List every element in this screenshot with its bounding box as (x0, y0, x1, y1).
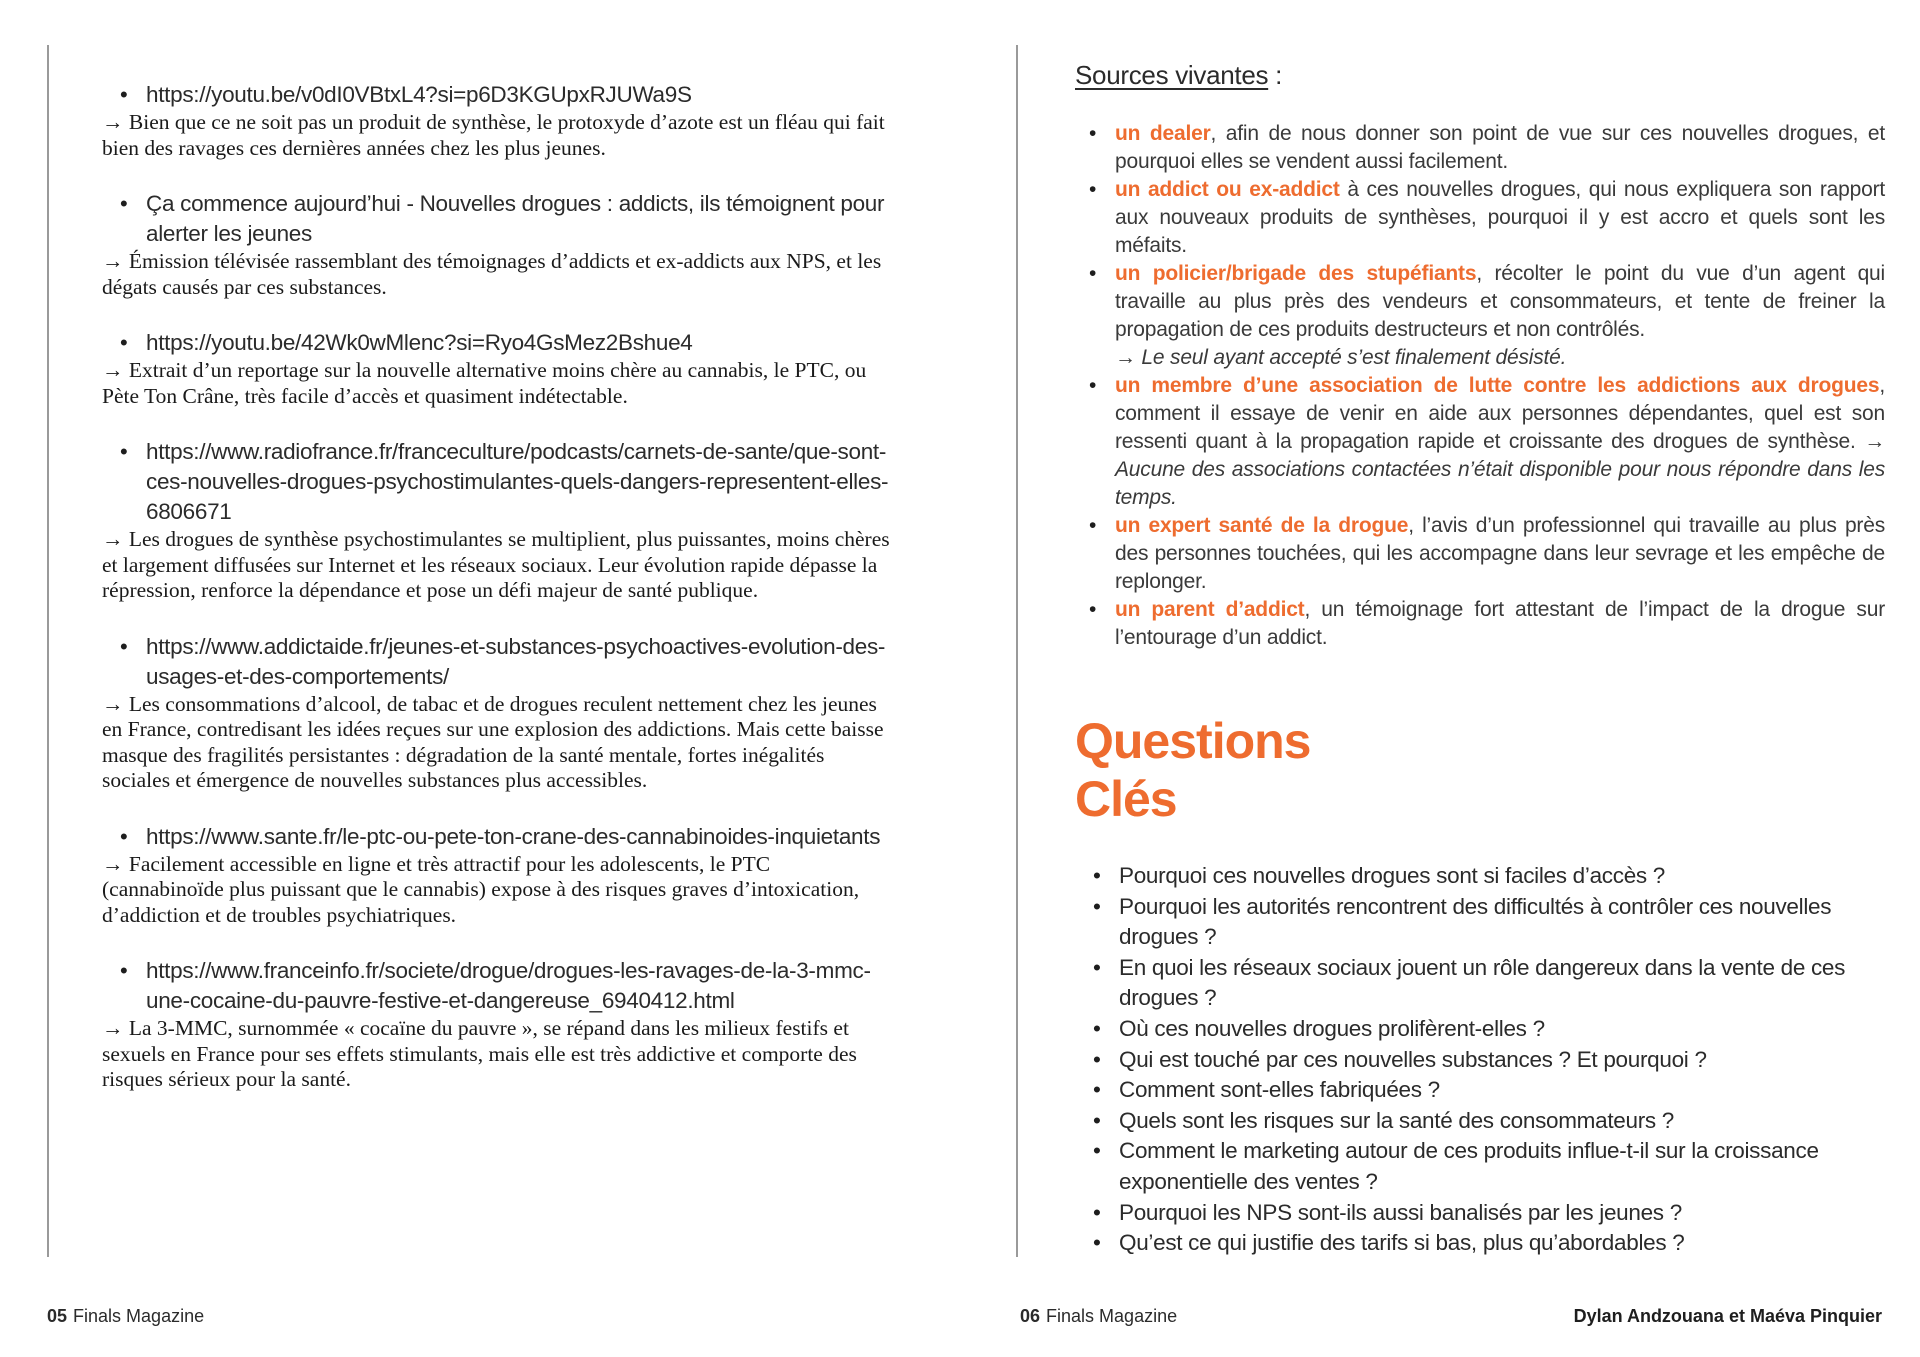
question-item: • Comment le marketing autour de ces produits influe-t-il sur la croissance exponentielle des ventes ? (1119, 1136, 1879, 1197)
question-item: • Pourquoi les NPS sont-ils aussi banalisés par les jeunes ? (1119, 1198, 1879, 1229)
page-number: 05 (47, 1306, 68, 1326)
left-page-rule (47, 45, 49, 1257)
living-source-note: → Le seul ayant accepté s’est finalement désisté. (1115, 346, 1567, 369)
source-description: → Facilement accessible en ligne et très attractif pour les adolescents, le PTC (cannabinoïde plus puissant que le cannabis) expose à des risques graves d’intoxication, d’addiction et de troubles psychiatriques. (102, 851, 860, 927)
living-source-item (1115, 260, 1885, 372)
living-source-item (1115, 120, 1885, 176)
questions-list (1075, 861, 1879, 1259)
question-item: • En quoi les réseaux sociaux jouent un rôle dangereux dans la vente de ces drogues ? (1119, 953, 1879, 1014)
source-link[interactable]: • https://www.addictaide.fr/jeunes-et-substances-psychoactives-evolution-des-usages-et-des-comportements/ (146, 632, 892, 692)
living-source-text: , comment il essaye de venir en aide aux personnes dépendantes, quel est son ressenti quant à la propagation rapide et croissante des drogues de synthèse. (1115, 374, 1885, 453)
living-source-role: un parent d’addict (1115, 598, 1305, 621)
source-link[interactable]: • https://youtu.be/v0dI0VBtxL4?si=p6D3KGUpxRJUWa9S (146, 80, 892, 110)
living-source-role: un membre d’une association de lutte contre les addictions aux drogues (1115, 374, 1880, 397)
living-source-role: un policier/brigade des stupéfiants (1115, 262, 1477, 285)
source-description: → Les drogues de synthèse psychostimulantes se multiplient, plus puissantes, moins chères et largement diffusées sur Internet et les réseaux sociaux. Leur évolution rapide dépasse la répression, renforce la dépendance et pose un défi majeur de santé publique. (102, 527, 890, 602)
living-source-text: , l’avis d’un professionnel qui travaille au plus près des personnes touchées, qui les accompagne dans leur sevrage et les empêche de replonger. (1115, 514, 1885, 593)
question-item: • Pourquoi ces nouvelles drogues sont si faciles d’accès ? (1119, 861, 1879, 892)
source-description: → La 3-MMC, surnommée « cocaïne du pauvre », se répand dans les milieux festifs et sexuels en France pour ses effets stimulants, mais elle est très addictive et comporte des risques sérieux pour la santé. (102, 1016, 857, 1091)
questions-heading: Questions Clés (1075, 713, 1311, 827)
source-item (102, 437, 892, 604)
right-page-rule (1016, 45, 1018, 1257)
living-source-role: un expert santé de la drogue (1115, 514, 1409, 537)
source-description: → Bien que ce ne soit pas un produit de synthèse, le protoxyde d’azote est un fléau qui fait bien des ravages ces dernières années chez les plus jeunes. (102, 110, 885, 160)
source-description: → Extrait d’un reportage sur la nouvelle alternative moins chère au cannabis, le PTC, ou Pète Ton Crâne, très facile d’accès et quasiment indétectable. (102, 358, 867, 408)
page-number: 06 (1020, 1306, 1041, 1326)
living-source-role: un addict ou ex-addict (1115, 178, 1340, 201)
page-footer-left (47, 1306, 204, 1327)
living-sources-list (1075, 120, 1885, 652)
question-item: • Où ces nouvelles drogues prolifèrent-elles ? (1119, 1014, 1879, 1045)
magazine-name: Finals Magazine (1046, 1306, 1178, 1326)
living-source-item (1115, 372, 1885, 512)
living-source-item (1115, 176, 1885, 260)
authors: Dylan Andzouana et Maéva Pinquier (1573, 1306, 1882, 1326)
source-list (102, 80, 892, 1121)
question-item: • Comment sont-elles fabriquées ? (1119, 1075, 1879, 1106)
source-item (102, 328, 892, 409)
living-source-item (1115, 512, 1885, 596)
living-source-note: → Aucune des associations contactées n’était disponible pour nous répondre dans les temps. (1115, 430, 1885, 509)
question-item: • Qui est touché par ces nouvelles substances ? Et pourquoi ? (1119, 1045, 1879, 1076)
living-sources-heading: Sources vivantes : (1075, 60, 1283, 90)
source-description: → Émission télévisée rassemblant des témoignages d’addicts et ex-addicts aux NPS, et les dégats causés par ces substances. (102, 249, 882, 299)
source-link[interactable]: • Ça commence aujourd’hui - Nouvelles drogues : addicts, ils témoignent pour alerter les jeunes (146, 189, 892, 249)
source-link[interactable]: • https://www.radiofrance.fr/franceculture/podcasts/carnets-de-sante/que-sont-ces-nouvelles-drogues-psychostimulantes-quels-dangers-representent-elles-6806671 (146, 437, 892, 527)
magazine-name: Finals Magazine (73, 1306, 205, 1326)
question-item: • Quels sont les risques sur la santé des consommateurs ? (1119, 1106, 1879, 1137)
question-item: • Pourquoi les autorités rencontrent des difficultés à contrôler ces nouvelles drogues ? (1119, 892, 1879, 953)
living-source-role: un dealer (1115, 122, 1211, 145)
source-item (102, 956, 892, 1093)
source-item (102, 632, 892, 794)
living-source-item (1115, 596, 1885, 652)
source-item (102, 822, 892, 929)
source-item (102, 80, 892, 161)
living-source-text: , récolter le point du vue d’un agent qui travaille au plus près des vendeurs et consommateurs, et tente de freiner la propagation de ces produits destructeurs et non contrôlés. (1115, 262, 1885, 341)
source-link[interactable]: • https://www.franceinfo.fr/societe/drogue/drogues-les-ravages-de-la-3-mmc-une-cocaine-du-pauvre-festive-et-dangereuse_6940412.html (146, 956, 892, 1016)
source-item (102, 189, 892, 300)
source-description: → Les consommations d’alcool, de tabac et de drogues reculent nettement chez les jeunes en France, contredisant les idées reçues sur une explosion des addictions. Mais cette baisse masque des fragilités persistantes : dégradation de la santé mentale, fortes inégalités sociales et émergence de nouvelles substances plus accessibles. (102, 691, 884, 792)
source-link[interactable]: • https://www.sante.fr/le-ptc-ou-pete-ton-crane-des-cannabinoides-inquietants (146, 822, 892, 852)
question-item: • Qu’est ce qui justifie des tarifs si bas, plus qu’abordables ? (1119, 1228, 1879, 1259)
living-source-text: , un témoignage fort attestant de l’impact de la drogue sur l’entourage d’un addict. (1115, 598, 1885, 649)
page-footer-right (1020, 1306, 1177, 1327)
source-link[interactable]: • https://youtu.be/42Wk0wMlenc?si=Ryo4GsMez2Bshue4 (146, 328, 892, 358)
living-source-text: à ces nouvelles drogues, qui nous expliquera son rapport aux nouveaux produits de synthèses, pourquoi il y est accro et quels sont les méfaits. (1115, 178, 1885, 257)
living-source-text: , afin de nous donner son point de vue sur ces nouvelles drogues, et pourquoi elles se vendent aussi facilement. (1115, 122, 1885, 173)
